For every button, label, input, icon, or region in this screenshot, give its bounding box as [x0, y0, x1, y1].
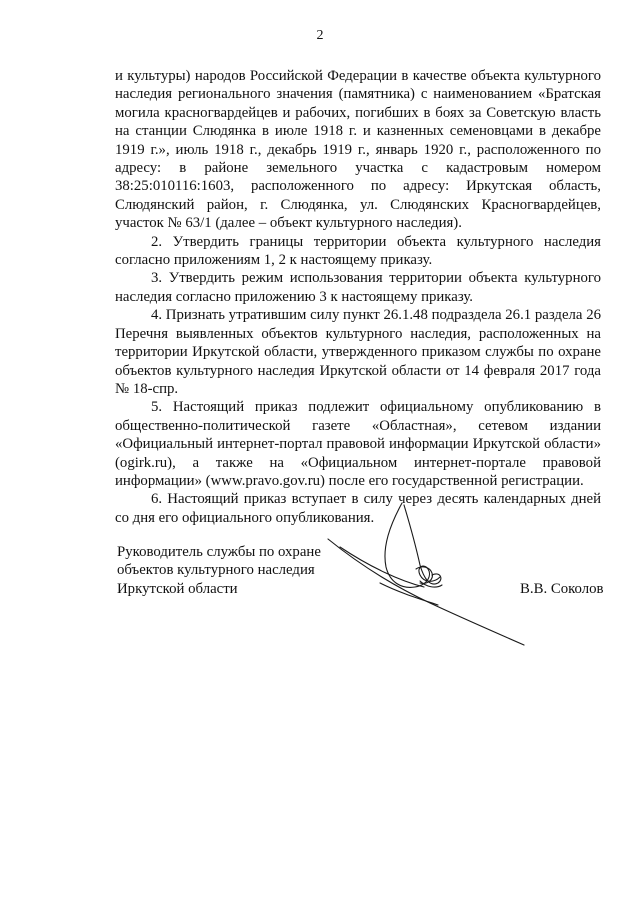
document-body — [115, 67, 601, 527]
signer-position-line: объектов культурного наследия — [117, 562, 315, 579]
paragraph-item-2: 2. Утвердить границы территории объекта культурного наследия согласно приложениям 1, 2 к настоящему приказу. — [115, 233, 601, 269]
page-number: 2 — [316, 28, 324, 43]
handwritten-signature — [320, 495, 540, 655]
signer-position-line: Руководитель службы по охране — [117, 544, 321, 560]
paragraph-item-4: 4. Признать утратившим силу пункт 26.1.48 подраздела 26.1 раздела 26 Перечня выявленных объектов культурного наследия, расположенных на территории Иркутской области, утвержденного приказом службы по охране объектов культурного наследия Иркутской области от 14 февраля 2017 года № 18-спр. — [115, 307, 601, 397]
signer-name: В.В. Соколов — [520, 581, 604, 597]
signer-position-line: Иркутской области — [117, 580, 238, 597]
paragraph-continuation: и культуры) народов Российской Федерации в качестве объекта культурного наследия регионального значения (памятника) с наименованием «Братская могила красногвардейцев и рабочих, погибших в боях за Советскую власть на станции Слюдянка в июле 1918 г. и казненных семеновцами в декабре 1919 г.», июль 1918 г., декабрь 1919 г., январь 1920 г., расположенного по адресу: в районе земельного участка с кадастровым номером 38:25:010116:1603, расположенного по адресу: Иркутская область, Слюдянский район, г. Слюдянка, ул. Слюдянских Красногвардейцев, участок № 63/1 (далее – объект культурного наследия). — [115, 68, 601, 232]
paragraph-item-6: 6. Настоящий приказ вступает в силу через десять календарных дней со дня его официального опубликования. — [115, 491, 601, 526]
paragraph-item-3: 3. Утвердить режим использования территории объекта культурного наследия согласно приложению 3 к настоящему приказу. — [115, 270, 601, 305]
paragraph-item-5: 5. Настоящий приказ подлежит официальному опубликованию в общественно-политической газете «Областная», сетевом издании «Официальный интернет-портал правовой информации Иркутской области» (ogirk.ru), а также на «Официальном интернет-портале правовой информации» (www.pravo.gov.ru) после его государственной регистрации. — [115, 399, 601, 489]
